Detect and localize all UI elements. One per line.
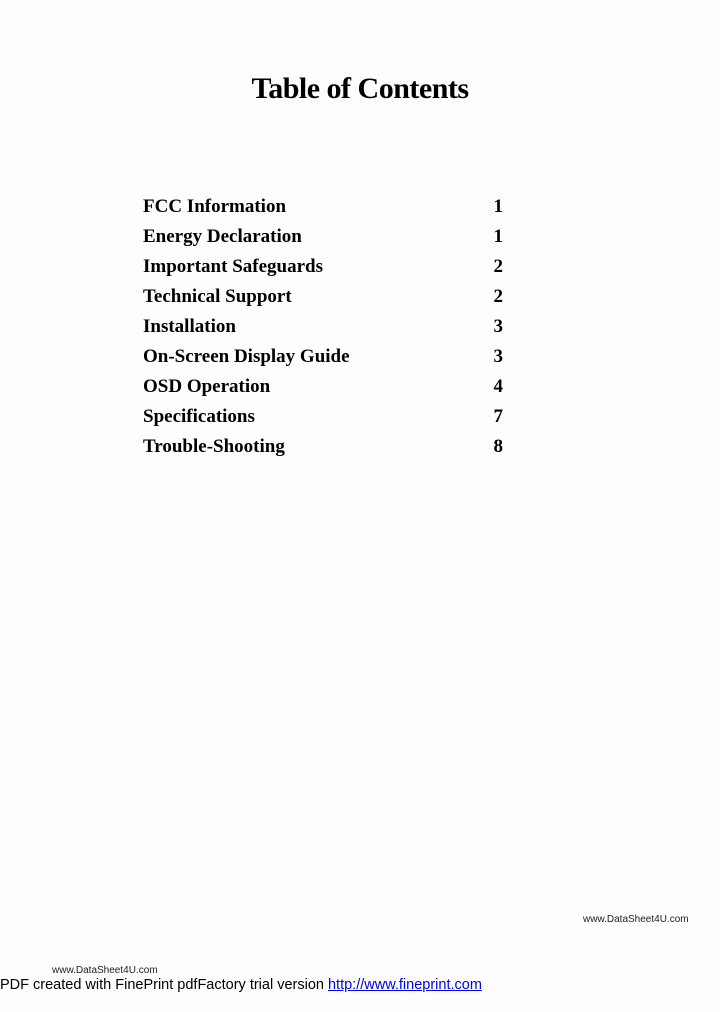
toc-entry-page: 8: [493, 436, 503, 457]
toc-entry-page: 4: [493, 376, 503, 397]
toc-entry-specifications[interactable]: [143, 402, 503, 432]
page-title: Table of Contents: [251, 72, 469, 105]
toc-entry-on-screen-display-guide[interactable]: [143, 342, 503, 372]
toc-entry-label: Technical Support: [143, 286, 292, 307]
toc-entry-label: OSD Operation: [143, 376, 271, 397]
toc-entry-label: Energy Declaration: [143, 226, 302, 247]
toc-entry-page: 2: [493, 256, 503, 277]
fineprint-link[interactable]: http://www.fineprint.com: [327, 977, 482, 993]
watermark-right: www.DataSheet4U.com: [583, 914, 689, 925]
toc-entry-label: Specifications: [143, 406, 255, 427]
toc-entry-label: Trouble-Shooting: [143, 436, 285, 457]
toc-entry-energy-declaration[interactable]: [143, 222, 503, 252]
toc-entry-label: FCC Information: [143, 196, 287, 217]
toc-entry-fcc-information[interactable]: [143, 192, 503, 222]
toc-entry-label: Important Safeguards: [143, 256, 323, 277]
table-of-contents: [143, 192, 503, 462]
watermark-left: www.DataSheet4U.com: [52, 965, 158, 976]
toc-entry-label: Installation: [143, 316, 236, 337]
toc-entry-label: On-Screen Display Guide: [143, 346, 350, 367]
toc-entry-osd-operation[interactable]: [143, 372, 503, 402]
toc-entry-technical-support[interactable]: [143, 282, 503, 312]
toc-entry-important-safeguards[interactable]: [143, 252, 503, 282]
toc-entry-page: 2: [493, 286, 503, 307]
toc-entry-installation[interactable]: [143, 312, 503, 342]
toc-entry-page: 1: [493, 226, 503, 247]
toc-entry-trouble-shooting[interactable]: [143, 432, 503, 462]
toc-entry-page: 1: [493, 196, 503, 217]
pdf-footer: [0, 977, 482, 993]
toc-entry-page: 3: [493, 316, 503, 337]
toc-entry-page: 7: [493, 406, 503, 427]
toc-entry-page: 3: [493, 346, 503, 367]
pdf-footer-text: PDF created with FinePrint pdfFactory trial version: [0, 977, 328, 993]
